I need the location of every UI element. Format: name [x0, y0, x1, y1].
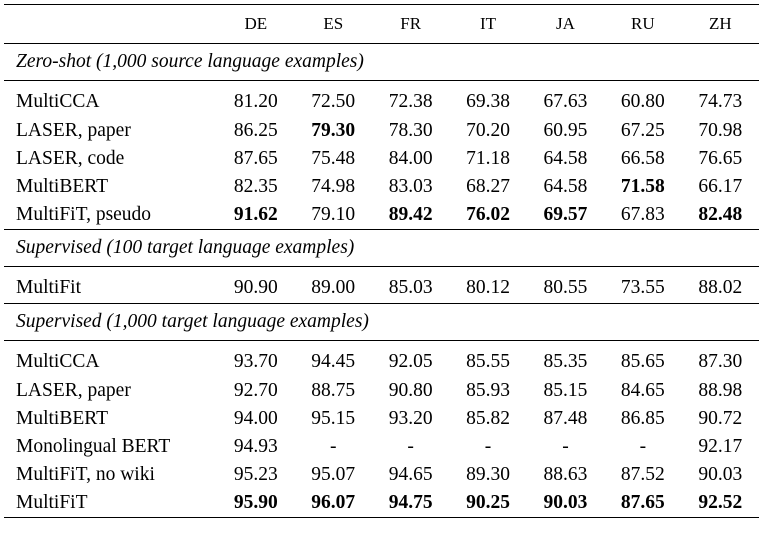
row-label: LASER, paper: [16, 380, 131, 401]
table-cell: 90.90: [217, 267, 294, 304]
table-cell: 87.65: [604, 489, 681, 518]
table-cell: 86.85: [620, 408, 665, 429]
table-cell: 70.20: [466, 120, 510, 141]
table-cell: 79.10: [311, 204, 356, 225]
table-cell: 64.58: [543, 148, 588, 169]
table-cell: 94.45: [295, 341, 372, 378]
table-cell: 90.72: [698, 408, 743, 429]
table-cell: 94.65: [388, 464, 433, 485]
table-cell: 89.00: [295, 267, 372, 304]
table-cell: -: [484, 436, 492, 457]
table-cell: 69.38: [449, 81, 526, 118]
table-row: [4, 405, 759, 433]
table-cell: 92.70: [233, 380, 278, 401]
table-cell: 74.98: [311, 176, 356, 197]
section-header-row: [4, 44, 759, 81]
column-header-zh: ZH: [682, 5, 759, 44]
table-cell: 82.48: [698, 204, 743, 225]
table-cell: 90.80: [388, 380, 433, 401]
table-row: [4, 377, 759, 405]
table-cell: 84.00: [388, 148, 433, 169]
table-row: [4, 117, 759, 145]
table-cell: 73.55: [604, 267, 681, 304]
table-cell: 85.65: [604, 341, 681, 378]
table-cell: 87.48: [543, 408, 588, 429]
table-cell: 67.83: [620, 204, 665, 225]
table-cell: 70.98: [698, 120, 743, 141]
table-cell: -: [639, 436, 647, 457]
table-cell: 71.58: [620, 176, 665, 197]
section-title: Supervised (100 target language examples): [4, 230, 759, 267]
table-cell: 67.25: [620, 120, 665, 141]
table-cell: 93.70: [217, 341, 294, 378]
table-cell: 72.50: [295, 81, 372, 118]
column-header-ja: JA: [527, 5, 604, 44]
table-cell: 95.07: [311, 464, 356, 485]
row-label: MultiFit: [4, 267, 217, 304]
table-cell: 87.52: [620, 464, 665, 485]
row-label: Monolingual BERT: [16, 436, 171, 457]
table-cell: 90.25: [449, 489, 526, 518]
table-cell: 88.63: [543, 464, 588, 485]
table-row: [4, 461, 759, 489]
table-cell: 78.30: [388, 120, 433, 141]
table-row: [4, 145, 759, 173]
table-cell: 69.57: [543, 204, 588, 225]
row-label: LASER, paper: [16, 120, 131, 141]
table-cell: 87.65: [233, 148, 278, 169]
table-cell: 64.58: [543, 176, 588, 197]
table-cell: 60.80: [604, 81, 681, 118]
results-table: [4, 4, 759, 518]
table-cell: 96.07: [295, 489, 372, 518]
table-row: [4, 433, 759, 461]
table-cell: 94.75: [372, 489, 449, 518]
column-header-es: ES: [295, 5, 372, 44]
table-row: [4, 341, 759, 378]
table-cell: 85.82: [466, 408, 510, 429]
table-row: [4, 81, 759, 118]
section-title: Zero-shot (1,000 source language examples): [4, 44, 759, 81]
section-title: Supervised (1,000 target language examples): [4, 304, 759, 341]
table-cell: -: [562, 436, 569, 457]
table-cell: 94.93: [233, 436, 278, 457]
row-label: MultiFiT: [4, 489, 217, 518]
table-cell: -: [407, 436, 414, 457]
table-cell: 83.03: [388, 176, 433, 197]
table-cell: 88.02: [682, 267, 759, 304]
table-cell: 89.30: [466, 464, 510, 485]
table-cell: -: [329, 436, 337, 457]
row-label: MultiBERT: [16, 408, 109, 429]
table-row: [4, 201, 759, 230]
table-cell: 86.25: [233, 120, 278, 141]
row-label: MultiFiT, pseudo: [16, 204, 152, 225]
table-cell: 79.30: [311, 120, 356, 141]
header-empty-cell: [4, 5, 217, 44]
table-cell: 89.42: [388, 204, 433, 225]
table-cell: 95.90: [217, 489, 294, 518]
row-label: MultiFiT, no wiki: [16, 464, 155, 485]
table-cell: 95.15: [311, 408, 356, 429]
table-cell: 76.65: [698, 148, 743, 169]
table-cell: 74.73: [682, 81, 759, 118]
table-cell: 68.27: [466, 176, 510, 197]
column-header-ru: RU: [604, 5, 681, 44]
column-header-it: IT: [449, 5, 526, 44]
table-cell: 94.00: [233, 408, 278, 429]
table-cell: 95.23: [233, 464, 278, 485]
table-cell: 92.05: [372, 341, 449, 378]
table-row: [4, 267, 759, 304]
table-cell: 85.15: [543, 380, 588, 401]
table-cell: 72.38: [372, 81, 449, 118]
table-cell: 87.30: [682, 341, 759, 378]
row-label: LASER, code: [16, 148, 125, 169]
header-row: [4, 5, 759, 44]
table-cell: 80.55: [527, 267, 604, 304]
table-cell: 81.20: [217, 81, 294, 118]
table-cell: 88.75: [311, 380, 356, 401]
results-table-body: [4, 5, 759, 518]
table-cell: 80.12: [449, 267, 526, 304]
column-header-de: DE: [217, 5, 294, 44]
table-cell: 60.95: [543, 120, 588, 141]
table-cell: 66.58: [620, 148, 665, 169]
table-cell: 88.98: [698, 380, 743, 401]
table-row: [4, 489, 759, 518]
table-cell: 85.03: [372, 267, 449, 304]
table-cell: 71.18: [466, 148, 510, 169]
table-cell: 85.55: [449, 341, 526, 378]
table-cell: 90.03: [698, 464, 743, 485]
table-cell: 85.35: [527, 341, 604, 378]
table-cell: 66.17: [698, 176, 743, 197]
column-header-fr: FR: [372, 5, 449, 44]
table-cell: 76.02: [466, 204, 510, 225]
table-cell: 75.48: [311, 148, 356, 169]
row-label: MultiCCA: [4, 341, 217, 378]
section-header-row: [4, 304, 759, 341]
row-label: MultiBERT: [16, 176, 109, 197]
section-header-row: [4, 230, 759, 267]
table-cell: 82.35: [233, 176, 278, 197]
table-cell: 85.93: [466, 380, 510, 401]
table-cell: 92.17: [698, 436, 743, 457]
table-cell: 93.20: [388, 408, 433, 429]
row-label: MultiCCA: [4, 81, 217, 118]
table-cell: 84.65: [620, 380, 665, 401]
table-cell: 90.03: [527, 489, 604, 518]
table-cell: 91.62: [233, 204, 278, 225]
table-row: [4, 173, 759, 201]
table-cell: 92.52: [682, 489, 759, 518]
table-cell: 67.63: [527, 81, 604, 118]
